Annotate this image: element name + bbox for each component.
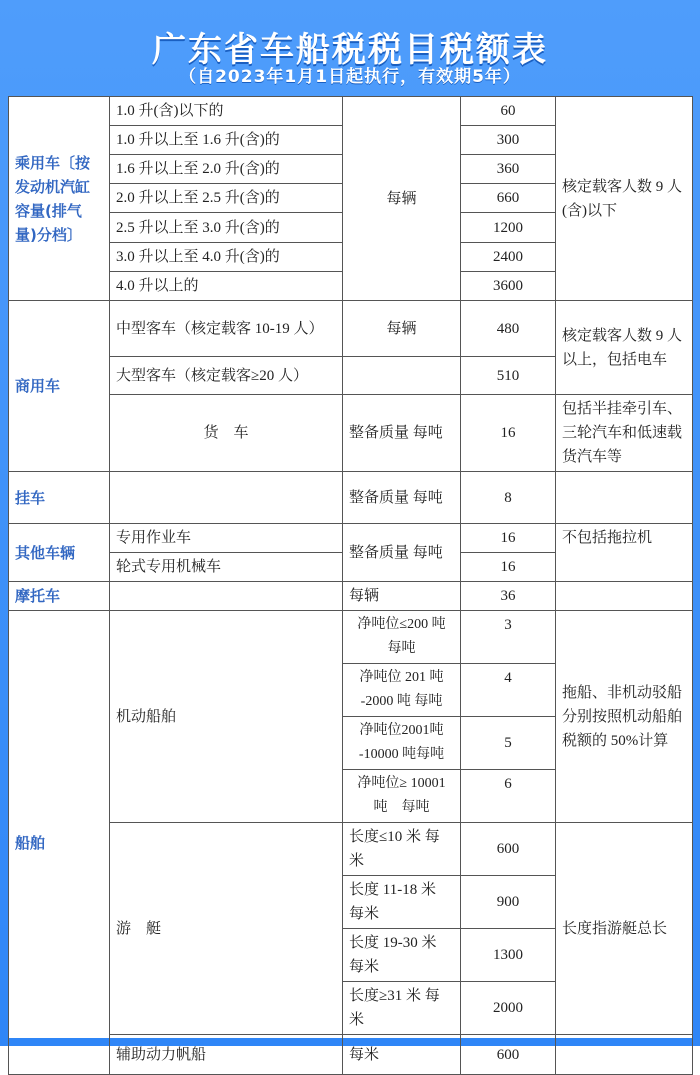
tax-cell: 660: [461, 184, 556, 213]
table-row: [9, 395, 693, 472]
category-motorcycle: 摩托车: [9, 582, 110, 611]
unit-cell: 长度≤10 米 每米: [343, 823, 461, 876]
unit-cell: 净吨位≤200 吨 每吨: [343, 611, 461, 664]
tax-cell: 6: [461, 770, 556, 823]
tax-table: [8, 96, 693, 1075]
item-cell: 专用作业车: [110, 524, 343, 553]
tax-cell: 1200: [461, 213, 556, 243]
item-cell: 中型客车（核定载客 10-19 人）: [110, 301, 343, 357]
table-row: [9, 611, 693, 664]
page-subtitle: （自2023年1月1日起执行，有效期5年）: [179, 67, 521, 87]
category-other: 其他车辆: [9, 524, 110, 582]
category-vessel: 船舶: [9, 611, 110, 1075]
item-cell: 轮式专用机械车: [110, 553, 343, 582]
note-cell: 拖船、非机动驳船分别按照机动船舶税额的 50%计算: [556, 611, 693, 823]
note-cell: 不包括拖拉机: [556, 524, 693, 582]
page-title: 广东省车船税税目税额表: [152, 30, 548, 70]
tax-cell: 16: [461, 524, 556, 553]
tax-cell: 2000: [461, 982, 556, 1035]
unit-cell: 每辆: [343, 301, 461, 357]
tax-cell: 510: [461, 357, 556, 395]
unit-cell: 每米: [343, 1035, 461, 1075]
unit-cell: 净吨位 201 吨 -2000 吨 每吨: [343, 664, 461, 717]
item-cell: 游 艇: [110, 823, 343, 1035]
category-passenger: 乘用车〔按发动机汽缸容量(排气量)分档〕: [9, 97, 110, 301]
item-cell: 1.0 升以上至 1.6 升(含)的: [110, 126, 343, 155]
unit-cell: 长度 19-30 米 每米: [343, 929, 461, 982]
tax-cell: 16: [461, 553, 556, 582]
unit-cell: 整备质量 每吨: [343, 524, 461, 582]
tax-cell: 3600: [461, 272, 556, 301]
tax-cell: 2400: [461, 243, 556, 272]
unit-cell: 长度 11-18 米 每米: [343, 876, 461, 929]
unit-cell: 整备质量 每吨: [343, 472, 461, 524]
item-cell: 机动船舶: [110, 611, 343, 823]
note-cell: 核定载客人数 9 人以上，包括电车: [556, 301, 693, 395]
item-cell: 2.0 升以上至 2.5 升(含)的: [110, 184, 343, 213]
unit-cell: 每辆: [343, 582, 461, 611]
table-row: [9, 582, 693, 611]
note-cell: [556, 1035, 693, 1075]
item-cell: 1.6 升以上至 2.0 升(含)的: [110, 155, 343, 184]
category-commercial: 商用车: [9, 301, 110, 472]
table-row: [9, 301, 693, 357]
item-cell: [110, 582, 343, 611]
item-cell: 2.5 升以上至 3.0 升(含)的: [110, 213, 343, 243]
note-cell: 核定载客人数 9 人(含)以下: [556, 97, 693, 301]
tax-cell: 300: [461, 126, 556, 155]
note-cell: 包括半挂牵引车、三轮汽车和低速载货汽车等: [556, 395, 693, 472]
item-cell: 1.0 升(含)以下的: [110, 97, 343, 126]
item-cell: 大型客车（核定载客≥20 人）: [110, 357, 343, 395]
tax-cell: 3: [461, 611, 556, 664]
note-cell: 长度指游艇总长: [556, 823, 693, 1035]
table-row: [9, 1035, 693, 1075]
table-row: [9, 97, 693, 126]
tax-cell: 4: [461, 664, 556, 717]
tax-cell: 16: [461, 395, 556, 472]
unit-cell: 每辆: [343, 97, 461, 301]
unit-cell: 净吨位2001吨 -10000 吨每吨: [343, 717, 461, 770]
item-cell: 3.0 升以上至 4.0 升(含)的: [110, 243, 343, 272]
item-cell: 辅助动力帆船: [110, 1035, 343, 1075]
tax-cell: 600: [461, 1035, 556, 1075]
category-trailer: 挂车: [9, 472, 110, 524]
unit-cell: [343, 357, 461, 395]
note-cell: [556, 582, 693, 611]
table-row: [9, 524, 693, 553]
tax-cell: 5: [461, 717, 556, 770]
table-row: [9, 823, 693, 876]
unit-cell: 整备质量 每吨: [343, 395, 461, 472]
tax-cell: 1300: [461, 929, 556, 982]
tax-cell: 360: [461, 155, 556, 184]
table-row: [9, 472, 693, 524]
unit-cell: 净吨位≥ 10001 吨 每吨: [343, 770, 461, 823]
tax-cell: 480: [461, 301, 556, 357]
item-cell: 货 车: [110, 395, 343, 472]
tax-cell: 36: [461, 582, 556, 611]
tax-cell: 60: [461, 97, 556, 126]
note-cell: [556, 472, 693, 524]
tax-table-container: [8, 96, 692, 1063]
tax-cell: 8: [461, 472, 556, 524]
tax-cell: 600: [461, 823, 556, 876]
header: [0, 0, 700, 96]
tax-cell: 900: [461, 876, 556, 929]
unit-cell: 长度≥31 米 每米: [343, 982, 461, 1035]
item-cell: [110, 472, 343, 524]
item-cell: 4.0 升以上的: [110, 272, 343, 301]
